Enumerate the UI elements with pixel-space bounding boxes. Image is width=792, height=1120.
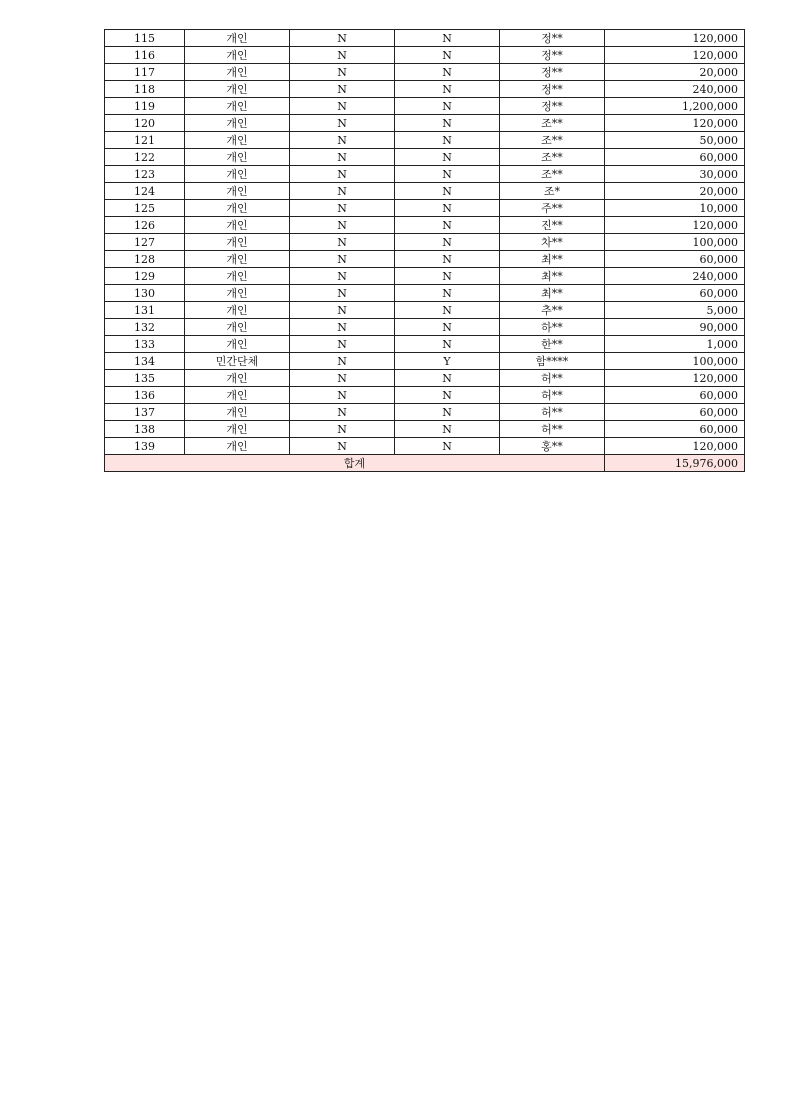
table-row <box>105 81 745 98</box>
table-row <box>105 234 745 251</box>
flag-one-cell: N <box>290 404 395 421</box>
flag-two-cell: N <box>395 438 500 455</box>
donor-type-cell: 개인 <box>185 30 290 47</box>
donor-type-cell: 개인 <box>185 115 290 132</box>
donor-type-cell: 개인 <box>185 132 290 149</box>
donor-name-cell: 함**** <box>500 353 605 370</box>
donor-type-cell: 개인 <box>185 234 290 251</box>
donor-type-cell: 개인 <box>185 336 290 353</box>
donation-ledger-table <box>104 29 745 472</box>
row-number-cell: 134 <box>105 353 185 370</box>
table-row <box>105 98 745 115</box>
flag-two-cell: N <box>395 404 500 421</box>
total-amount: 15,976,000 <box>605 455 745 472</box>
row-number-cell: 132 <box>105 319 185 336</box>
row-number-cell: 128 <box>105 251 185 268</box>
flag-two-cell: N <box>395 268 500 285</box>
row-number-cell: 119 <box>105 98 185 115</box>
table-row <box>105 370 745 387</box>
donor-name-cell: 차** <box>500 234 605 251</box>
row-number-cell: 135 <box>105 370 185 387</box>
flag-two-cell: N <box>395 132 500 149</box>
row-number-cell: 121 <box>105 132 185 149</box>
flag-one-cell: N <box>290 183 395 200</box>
donor-name-cell: 진** <box>500 217 605 234</box>
flag-two-cell: N <box>395 149 500 166</box>
flag-two-cell: N <box>395 421 500 438</box>
donor-type-cell: 개인 <box>185 268 290 285</box>
flag-one-cell: N <box>290 302 395 319</box>
amount-cell: 100,000 <box>605 353 745 370</box>
donor-name-cell: 조** <box>500 166 605 183</box>
amount-cell: 20,000 <box>605 183 745 200</box>
row-number-cell: 122 <box>105 149 185 166</box>
flag-two-cell: Y <box>395 353 500 370</box>
donor-name-cell: 최** <box>500 285 605 302</box>
donor-name-cell: 홍** <box>500 438 605 455</box>
flag-two-cell: N <box>395 370 500 387</box>
row-number-cell: 125 <box>105 200 185 217</box>
row-number-cell: 133 <box>105 336 185 353</box>
table-row <box>105 166 745 183</box>
amount-cell: 120,000 <box>605 217 745 234</box>
donor-type-cell: 개인 <box>185 387 290 404</box>
flag-two-cell: N <box>395 302 500 319</box>
flag-one-cell: N <box>290 421 395 438</box>
flag-one-cell: N <box>290 81 395 98</box>
donor-name-cell: 최** <box>500 251 605 268</box>
amount-cell: 120,000 <box>605 115 745 132</box>
amount-cell: 120,000 <box>605 47 745 64</box>
donor-type-cell: 개인 <box>185 370 290 387</box>
donor-type-cell: 개인 <box>185 438 290 455</box>
donor-name-cell: 한** <box>500 336 605 353</box>
flag-one-cell: N <box>290 387 395 404</box>
row-number-cell: 117 <box>105 64 185 81</box>
flag-one-cell: N <box>290 234 395 251</box>
table-row <box>105 421 745 438</box>
donor-name-cell: 정** <box>500 47 605 64</box>
flag-one-cell: N <box>290 217 395 234</box>
amount-cell: 60,000 <box>605 404 745 421</box>
flag-two-cell: N <box>395 234 500 251</box>
flag-one-cell: N <box>290 115 395 132</box>
donor-type-cell: 개인 <box>185 421 290 438</box>
ledger-body <box>105 30 745 472</box>
amount-cell: 60,000 <box>605 387 745 404</box>
donation-ledger-sheet <box>104 29 738 472</box>
donor-name-cell: 허** <box>500 404 605 421</box>
donor-type-cell: 개인 <box>185 81 290 98</box>
flag-two-cell: N <box>395 64 500 81</box>
table-row <box>105 64 745 81</box>
amount-cell: 120,000 <box>605 30 745 47</box>
donor-name-cell: 정** <box>500 64 605 81</box>
table-row <box>105 115 745 132</box>
flag-two-cell: N <box>395 285 500 302</box>
donor-type-cell: 개인 <box>185 149 290 166</box>
amount-cell: 1,000 <box>605 336 745 353</box>
table-row <box>105 268 745 285</box>
flag-two-cell: N <box>395 217 500 234</box>
table-row <box>105 438 745 455</box>
amount-cell: 240,000 <box>605 81 745 98</box>
table-row <box>105 200 745 217</box>
flag-one-cell: N <box>290 166 395 183</box>
donor-name-cell: 허** <box>500 387 605 404</box>
row-number-cell: 118 <box>105 81 185 98</box>
flag-one-cell: N <box>290 30 395 47</box>
row-number-cell: 139 <box>105 438 185 455</box>
table-row <box>105 132 745 149</box>
row-number-cell: 131 <box>105 302 185 319</box>
donor-name-cell: 주** <box>500 200 605 217</box>
amount-cell: 240,000 <box>605 268 745 285</box>
row-number-cell: 136 <box>105 387 185 404</box>
donor-type-cell: 개인 <box>185 64 290 81</box>
row-number-cell: 130 <box>105 285 185 302</box>
donor-type-cell: 개인 <box>185 98 290 115</box>
table-row <box>105 47 745 64</box>
donor-type-cell: 개인 <box>185 302 290 319</box>
row-number-cell: 126 <box>105 217 185 234</box>
donor-type-cell: 개인 <box>185 217 290 234</box>
table-row <box>105 336 745 353</box>
flag-one-cell: N <box>290 47 395 64</box>
flag-one-cell: N <box>290 370 395 387</box>
donor-type-cell: 개인 <box>185 200 290 217</box>
table-row <box>105 217 745 234</box>
flag-two-cell: N <box>395 98 500 115</box>
amount-cell: 50,000 <box>605 132 745 149</box>
donor-name-cell: 하** <box>500 319 605 336</box>
table-row <box>105 30 745 47</box>
flag-one-cell: N <box>290 268 395 285</box>
flag-one-cell: N <box>290 438 395 455</box>
donor-name-cell: 정** <box>500 81 605 98</box>
donor-type-cell: 개인 <box>185 183 290 200</box>
donor-name-cell: 정** <box>500 98 605 115</box>
amount-cell: 60,000 <box>605 421 745 438</box>
table-row <box>105 285 745 302</box>
flag-one-cell: N <box>290 200 395 217</box>
flag-one-cell: N <box>290 251 395 268</box>
flag-two-cell: N <box>395 115 500 132</box>
flag-two-cell: N <box>395 387 500 404</box>
row-number-cell: 137 <box>105 404 185 421</box>
donor-type-cell: 개인 <box>185 285 290 302</box>
donor-type-cell: 개인 <box>185 319 290 336</box>
flag-one-cell: N <box>290 353 395 370</box>
amount-cell: 60,000 <box>605 251 745 268</box>
flag-two-cell: N <box>395 336 500 353</box>
table-row <box>105 251 745 268</box>
flag-two-cell: N <box>395 200 500 217</box>
donor-name-cell: 조** <box>500 149 605 166</box>
table-row <box>105 404 745 421</box>
donor-name-cell: 정** <box>500 30 605 47</box>
flag-one-cell: N <box>290 285 395 302</box>
total-row <box>105 455 745 472</box>
amount-cell: 20,000 <box>605 64 745 81</box>
amount-cell: 120,000 <box>605 370 745 387</box>
flag-one-cell: N <box>290 319 395 336</box>
donor-type-cell: 개인 <box>185 166 290 183</box>
flag-two-cell: N <box>395 183 500 200</box>
table-row <box>105 183 745 200</box>
table-row <box>105 302 745 319</box>
flag-two-cell: N <box>395 81 500 98</box>
table-row <box>105 387 745 404</box>
donor-name-cell: 조** <box>500 115 605 132</box>
flag-one-cell: N <box>290 132 395 149</box>
row-number-cell: 129 <box>105 268 185 285</box>
donor-name-cell: 조** <box>500 132 605 149</box>
donor-type-cell: 민간단체 <box>185 353 290 370</box>
amount-cell: 1,200,000 <box>605 98 745 115</box>
flag-two-cell: N <box>395 166 500 183</box>
amount-cell: 120,000 <box>605 438 745 455</box>
row-number-cell: 120 <box>105 115 185 132</box>
donor-type-cell: 개인 <box>185 47 290 64</box>
donor-name-cell: 허** <box>500 370 605 387</box>
amount-cell: 10,000 <box>605 200 745 217</box>
flag-two-cell: N <box>395 251 500 268</box>
donor-name-cell: 추** <box>500 302 605 319</box>
row-number-cell: 138 <box>105 421 185 438</box>
amount-cell: 100,000 <box>605 234 745 251</box>
row-number-cell: 127 <box>105 234 185 251</box>
total-label: 합계 <box>105 455 605 472</box>
donor-type-cell: 개인 <box>185 404 290 421</box>
amount-cell: 30,000 <box>605 166 745 183</box>
donor-name-cell: 최** <box>500 268 605 285</box>
flag-two-cell: N <box>395 319 500 336</box>
table-row <box>105 319 745 336</box>
donor-name-cell: 조* <box>500 183 605 200</box>
flag-two-cell: N <box>395 47 500 64</box>
row-number-cell: 115 <box>105 30 185 47</box>
row-number-cell: 116 <box>105 47 185 64</box>
table-row <box>105 149 745 166</box>
amount-cell: 5,000 <box>605 302 745 319</box>
donor-type-cell: 개인 <box>185 251 290 268</box>
flag-one-cell: N <box>290 98 395 115</box>
donor-name-cell: 허** <box>500 421 605 438</box>
table-row <box>105 353 745 370</box>
amount-cell: 90,000 <box>605 319 745 336</box>
row-number-cell: 123 <box>105 166 185 183</box>
flag-one-cell: N <box>290 64 395 81</box>
amount-cell: 60,000 <box>605 285 745 302</box>
row-number-cell: 124 <box>105 183 185 200</box>
flag-two-cell: N <box>395 30 500 47</box>
flag-one-cell: N <box>290 149 395 166</box>
flag-one-cell: N <box>290 336 395 353</box>
amount-cell: 60,000 <box>605 149 745 166</box>
